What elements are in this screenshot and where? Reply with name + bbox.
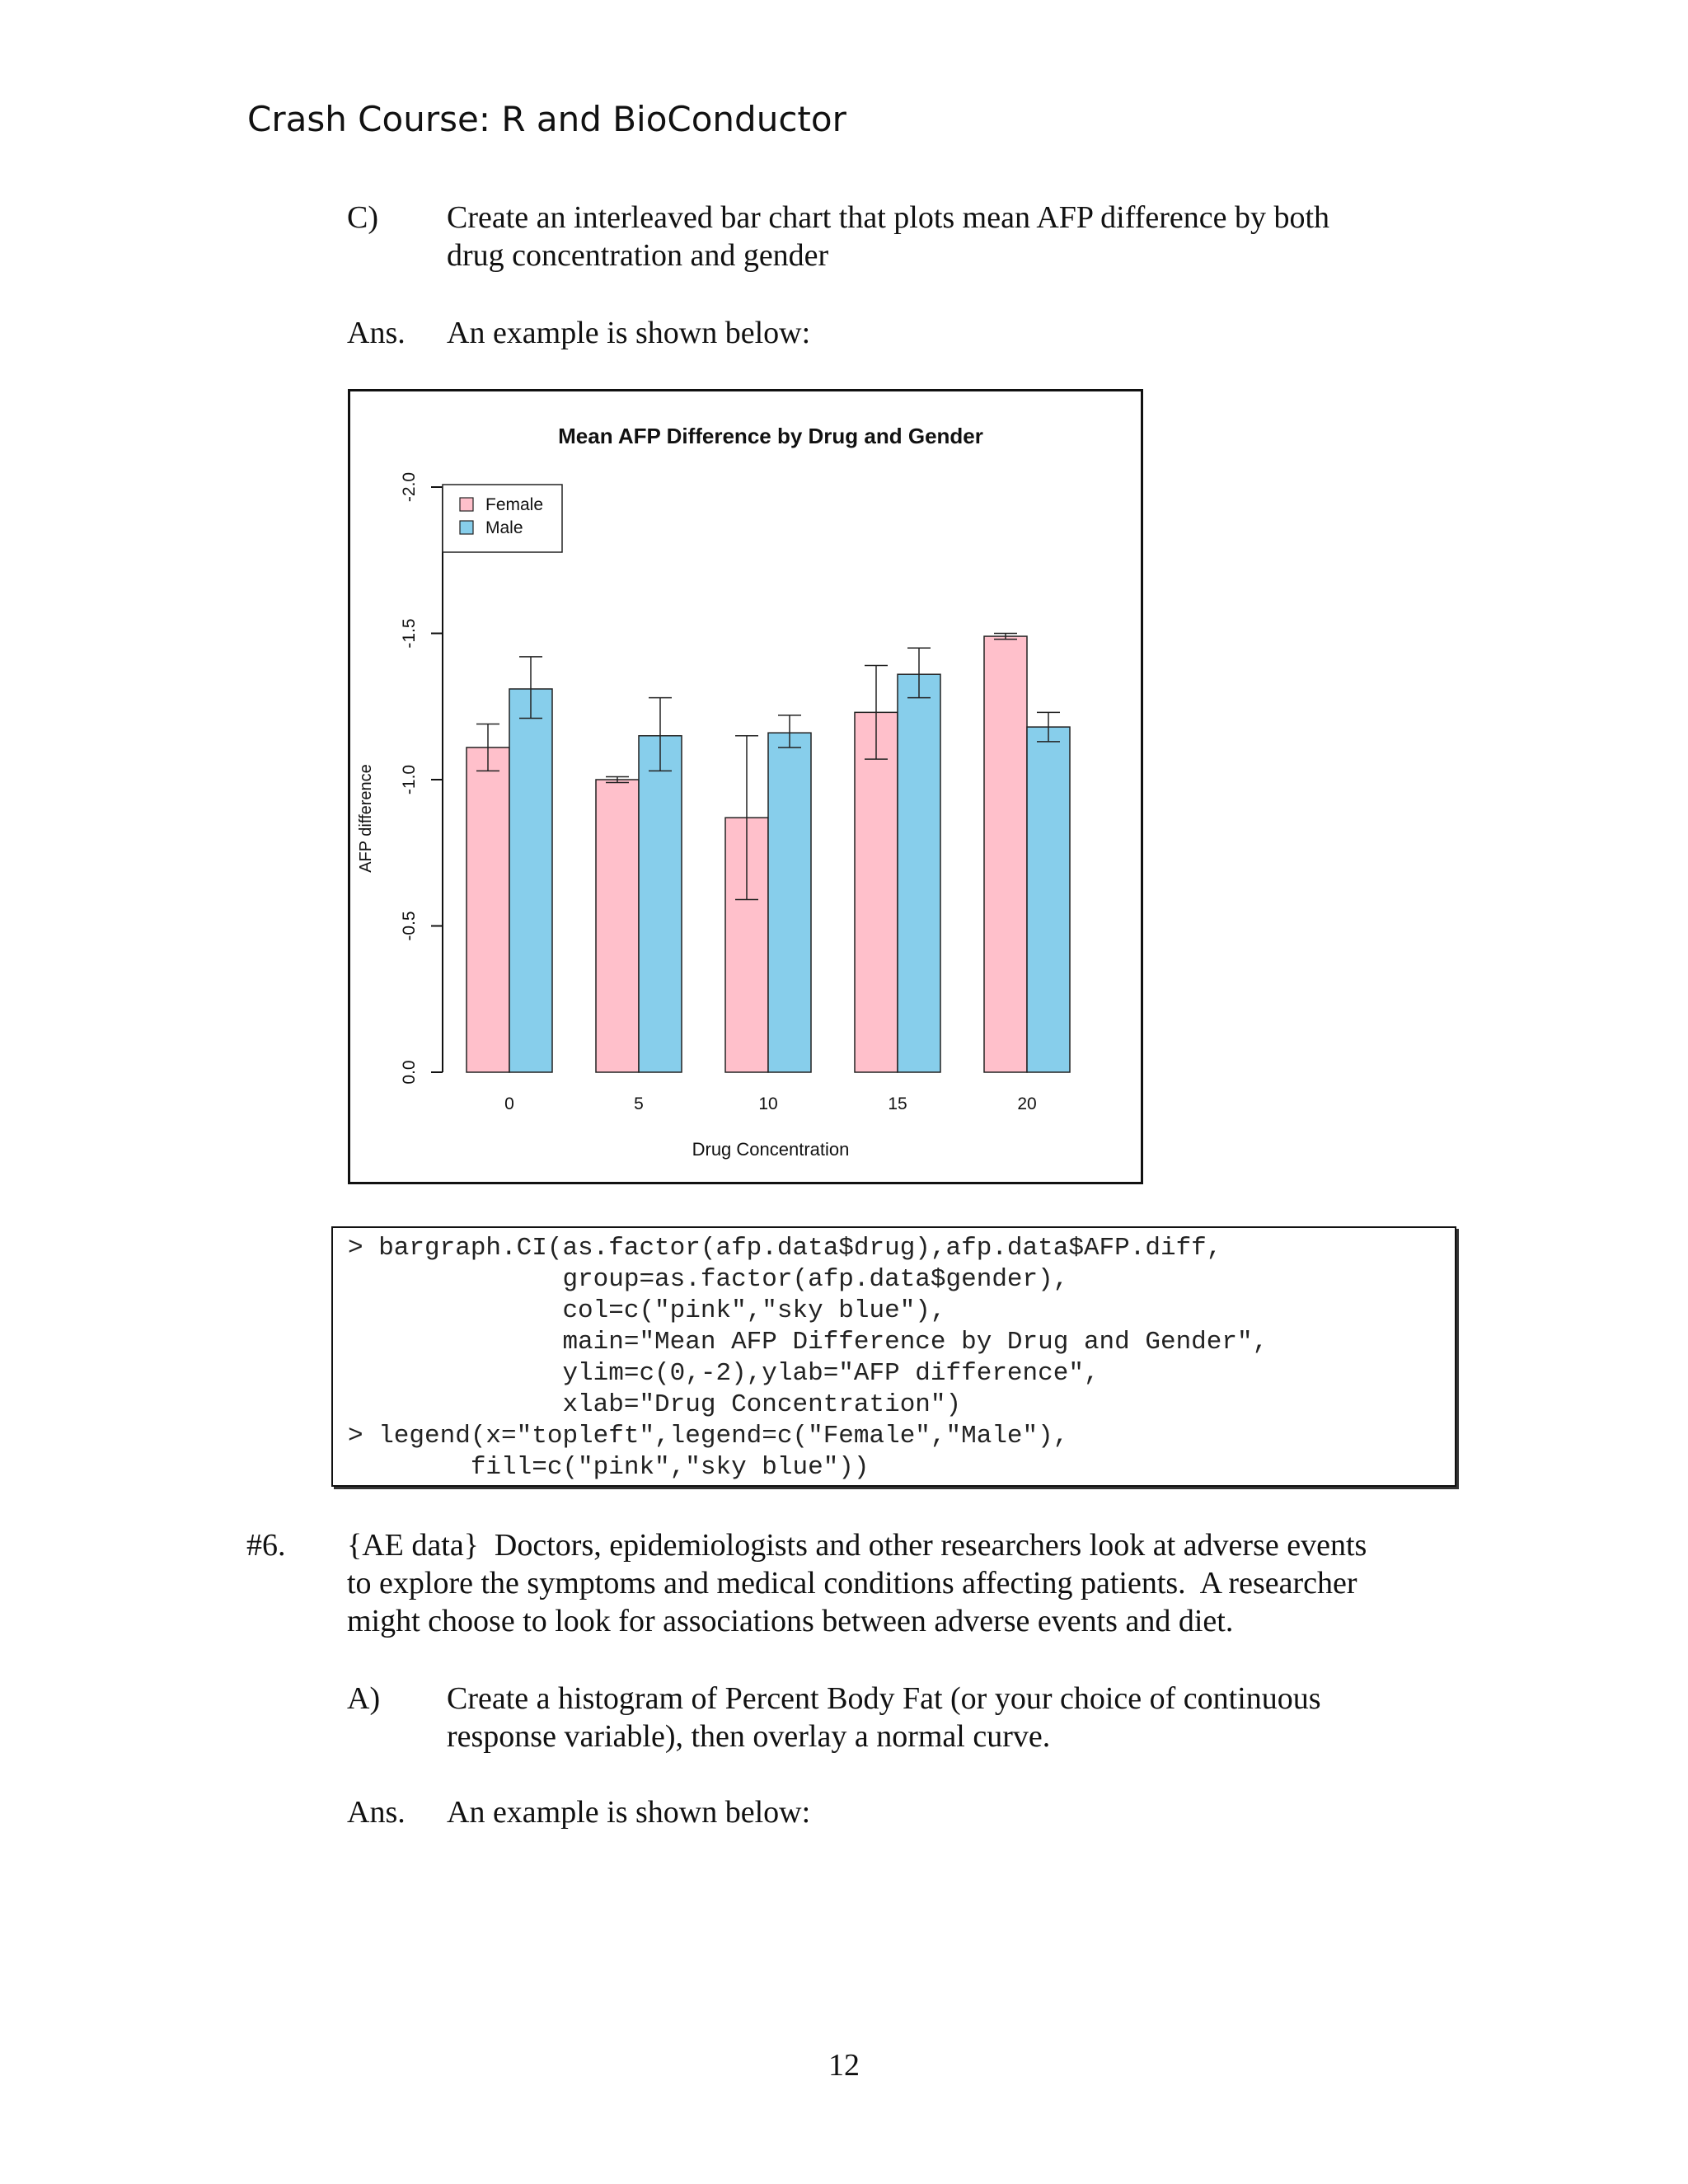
answer-2-text: An example is shown below: (447, 1795, 811, 1830)
r-code-block (331, 1226, 1456, 1487)
chart-x-axis-label: Drug Concentration (692, 1139, 850, 1160)
bar-male-15 (898, 674, 940, 1072)
x-tick-label: 5 (634, 1094, 644, 1113)
legend-label-female: Female (485, 495, 544, 514)
chart-title: Mean AFP Difference by Drug and Gender (558, 424, 983, 448)
page-number: 12 (828, 2048, 860, 2083)
chart-legend (443, 485, 562, 552)
code-line: main="Mean AFP Difference by Drug and Gender", (348, 1328, 1268, 1357)
part-c-text-line2: drug concentration and gender (447, 238, 829, 273)
part-c-marker: C) (347, 200, 378, 235)
part-a-text-line2: response variable), then overlay a normal curve. (447, 1719, 1051, 1754)
code-line: ylim=c(0,-2),ylab="AFP difference", (348, 1359, 1100, 1388)
legend-label-male: Male (485, 518, 523, 537)
part-c-text-line1: Create an interleaved bar chart that plots mean AFP difference by both (447, 200, 1330, 235)
bar-chart-figure (348, 389, 1143, 1184)
code-line: col=c("pink","sky blue"), (348, 1296, 946, 1325)
bar-chart (350, 391, 1141, 1182)
bar-male-5 (639, 736, 682, 1072)
r-code-text (333, 1228, 1455, 1483)
question-6-line1: {AE data} Doctors, epidemiologists and other researchers look at adverse events (347, 1528, 1367, 1563)
page-header-title: Crash Course: R and BioConductor (247, 99, 846, 139)
bar-female-20 (984, 636, 1027, 1072)
x-tick-label: 0 (504, 1094, 514, 1113)
question-6-line3: might choose to look for associations between adverse events and diet. (347, 1604, 1234, 1638)
x-tick-label: 15 (888, 1094, 907, 1113)
chart-y-axis (400, 472, 443, 1085)
part-a-text-line1: Create a histogram of Percent Body Fat (or your choice of continuous (447, 1681, 1321, 1716)
bar-male-0 (509, 689, 552, 1072)
code-line: fill=c("pink","sky blue")) (348, 1453, 870, 1482)
bar-male-10 (768, 733, 811, 1072)
y-tick-label: -1.5 (400, 618, 419, 649)
answer-2-marker: Ans. (347, 1795, 406, 1830)
x-tick-label: 20 (1017, 1094, 1037, 1113)
code-line: > bargraph.CI(as.factor(afp.data$drug),afp.data$AFP.diff, (348, 1234, 1222, 1263)
chart-x-tick-labels (504, 1094, 1037, 1113)
bar-male-20 (1027, 727, 1070, 1072)
y-tick-label: -2.0 (400, 471, 419, 503)
bar-female-5 (596, 780, 639, 1072)
question-6-line2: to explore the symptoms and medical conditions affecting patients. A researcher (347, 1566, 1357, 1601)
code-line: > legend(x="topleft",legend=c("Female","Male"), (348, 1422, 1069, 1451)
question-6-marker: #6. (246, 1528, 286, 1563)
part-a-marker: A) (347, 1681, 381, 1716)
chart-bars (467, 636, 1070, 1072)
y-tick-label: -1.0 (400, 764, 419, 795)
legend-swatch-male (460, 521, 473, 534)
legend-swatch-female (460, 498, 473, 511)
code-line: group=as.factor(afp.data$gender), (348, 1265, 1069, 1294)
y-tick-label: -0.5 (400, 911, 419, 941)
answer-1-marker: Ans. (347, 316, 406, 350)
answer-1-text: An example is shown below: (447, 316, 811, 350)
bar-female-15 (855, 712, 898, 1072)
code-line: xlab="Drug Concentration") (348, 1390, 962, 1419)
chart-y-axis-label: AFP difference (357, 764, 375, 873)
bar-female-0 (467, 748, 509, 1072)
y-tick-label: 0.0 (400, 1060, 419, 1085)
x-tick-label: 10 (758, 1094, 778, 1113)
